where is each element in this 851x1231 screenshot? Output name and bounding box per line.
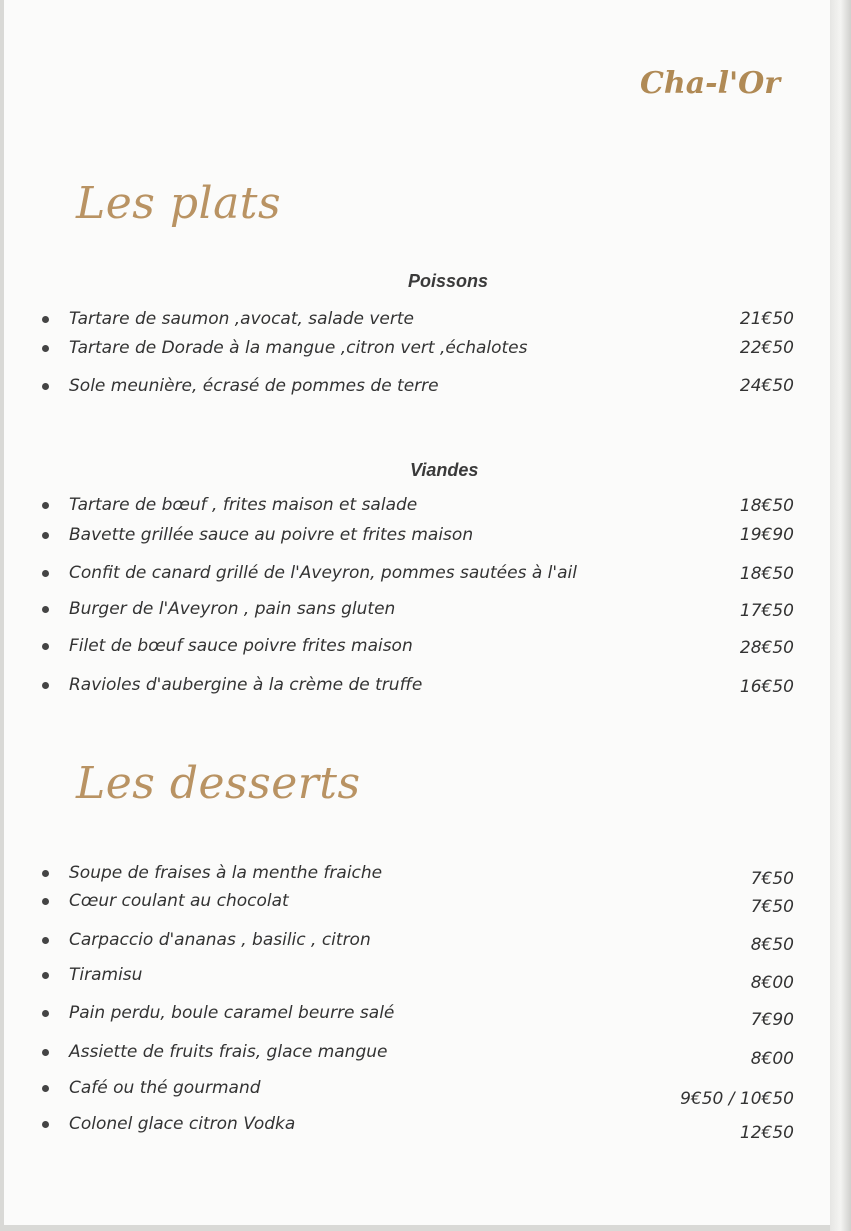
menu-item-price: 16€50 bbox=[739, 677, 794, 697]
menu-item-name: Tartare de bœuf , frites maison et salade bbox=[69, 495, 418, 515]
menu-item bbox=[42, 930, 371, 950]
menu-item-price: 21€50 bbox=[739, 309, 794, 329]
menu-item bbox=[42, 338, 528, 358]
menu-item-name: Tartare de Dorade à la mangue ,citron vert ,échalotes bbox=[69, 338, 528, 358]
menu-item bbox=[42, 309, 414, 329]
menu-item bbox=[42, 599, 395, 619]
menu-item bbox=[42, 376, 439, 396]
menu-item-price: 8€00 bbox=[750, 973, 794, 993]
menu-item-name: Filet de bœuf sauce poivre frites maison bbox=[69, 636, 413, 656]
menu-item bbox=[42, 636, 413, 656]
desserts-title: Les desserts bbox=[76, 758, 361, 809]
menu-item bbox=[42, 891, 289, 911]
menu-item-price: 17€50 bbox=[739, 601, 794, 621]
menu-item bbox=[42, 525, 473, 545]
bullet-icon bbox=[42, 383, 49, 390]
menu-item-price: 8€00 bbox=[750, 1049, 794, 1069]
menu-item-price: 9€50 / 10€50 bbox=[680, 1089, 794, 1109]
menu-item-name: Carpaccio d'ananas , basilic , citron bbox=[69, 930, 371, 950]
plats-title: Les plats bbox=[76, 178, 282, 229]
bullet-icon bbox=[42, 1085, 49, 1092]
menu-item bbox=[42, 675, 422, 695]
bullet-icon bbox=[42, 570, 49, 577]
menu-item-name: Cœur coulant au chocolat bbox=[69, 891, 289, 911]
bullet-icon bbox=[42, 606, 49, 613]
menu-item-price: 18€50 bbox=[739, 564, 794, 584]
menu-item-price: 8€50 bbox=[750, 935, 794, 955]
menu-page bbox=[4, 0, 831, 1225]
menu-item bbox=[42, 495, 417, 515]
menu-item-name: Soupe de fraises à la menthe fraiche bbox=[69, 863, 383, 883]
bullet-icon bbox=[42, 972, 49, 979]
menu-item-price: 22€50 bbox=[739, 338, 794, 358]
menu-item-name: Bavette grillée sauce au poivre et frites maison bbox=[69, 525, 474, 545]
menu-item-price: 19€90 bbox=[739, 525, 794, 545]
viandes-heading: Viandes bbox=[410, 460, 479, 480]
menu-item bbox=[42, 563, 577, 583]
menu-item-price: 12€50 bbox=[739, 1123, 794, 1143]
bullet-icon bbox=[42, 502, 49, 509]
menu-item-price: 7€50 bbox=[750, 869, 794, 889]
menu-item-name: Confit de canard grillé de l'Aveyron, pommes sautées à l'ail bbox=[69, 563, 577, 583]
bullet-icon bbox=[42, 870, 49, 877]
menu-item bbox=[42, 1042, 387, 1062]
menu-item bbox=[42, 1114, 295, 1134]
menu-item bbox=[42, 965, 142, 985]
page-edge bbox=[830, 0, 851, 1231]
menu-item-name: Tiramisu bbox=[69, 965, 143, 985]
menu-item-name: Pain perdu, boule caramel beurre salé bbox=[69, 1003, 395, 1023]
bullet-icon bbox=[42, 1049, 49, 1056]
menu-item bbox=[42, 1003, 394, 1023]
menu-item-name: Burger de l'Aveyron , pain sans gluten bbox=[69, 599, 396, 619]
menu-item-name: Ravioles d'aubergine à la crème de truffe bbox=[69, 675, 423, 695]
bullet-icon bbox=[42, 1010, 49, 1017]
menu-item bbox=[42, 1078, 261, 1098]
menu-item-name: Tartare de saumon ,avocat, salade verte bbox=[69, 309, 415, 329]
menu-item-price: 7€50 bbox=[750, 897, 794, 917]
poissons-heading: Poissons bbox=[408, 271, 489, 291]
menu-item-price: 18€50 bbox=[739, 496, 794, 516]
bullet-icon bbox=[42, 937, 49, 944]
menu-item-price: 28€50 bbox=[739, 638, 794, 658]
restaurant-logo: Cha-l'Or bbox=[640, 66, 781, 101]
bullet-icon bbox=[42, 532, 49, 539]
bullet-icon bbox=[42, 1121, 49, 1128]
menu-item bbox=[42, 863, 382, 883]
bullet-icon bbox=[42, 682, 49, 689]
menu-item-price: 24€50 bbox=[739, 376, 794, 396]
bullet-icon bbox=[42, 345, 49, 352]
menu-item-price: 7€90 bbox=[750, 1010, 794, 1030]
menu-item-name: Assiette de fruits frais, glace mangue bbox=[69, 1042, 388, 1062]
menu-item-name: Sole meunière, écrasé de pommes de terre bbox=[69, 376, 439, 396]
menu-item-name: Café ou thé gourmand bbox=[69, 1078, 261, 1098]
bullet-icon bbox=[42, 898, 49, 905]
bullet-icon bbox=[42, 643, 49, 650]
bullet-icon bbox=[42, 316, 49, 323]
menu-item-name: Colonel glace citron Vodka bbox=[69, 1114, 296, 1134]
